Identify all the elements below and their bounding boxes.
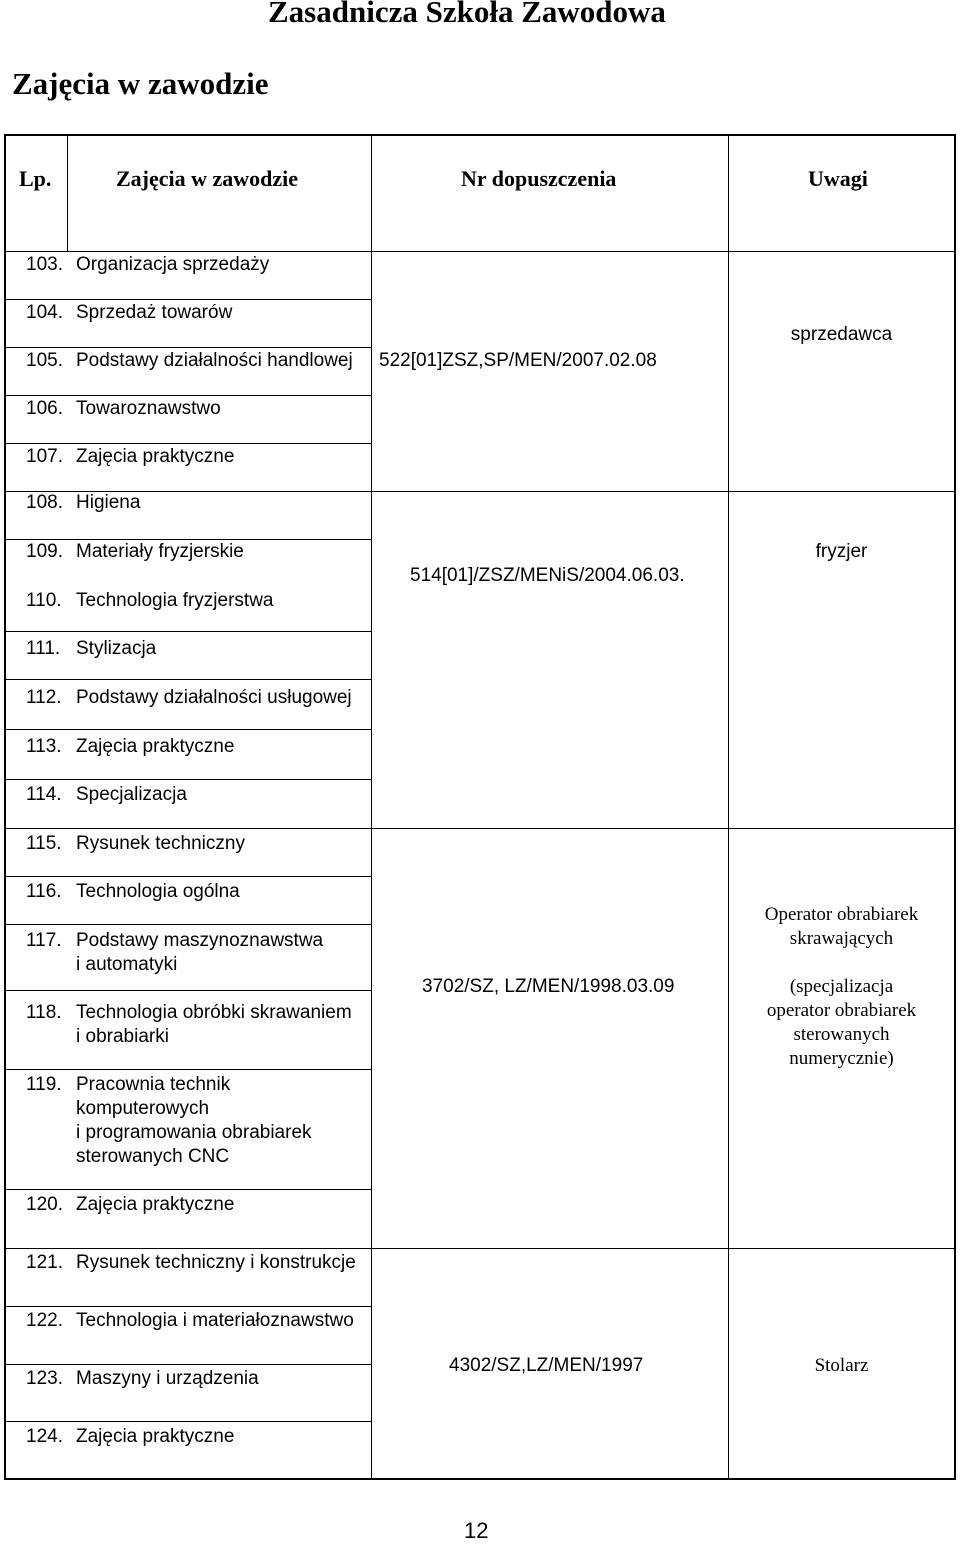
row-number: 120. bbox=[26, 1194, 63, 1215]
subject-name: Stylizacja bbox=[76, 638, 157, 659]
subject-name: Higiena bbox=[76, 492, 141, 513]
row-number: 108. bbox=[26, 492, 63, 513]
permit-number: 4302/SZ,LZ/MEN/1997 bbox=[449, 1355, 644, 1376]
notes-occupation-cont: sterowanych bbox=[793, 1024, 890, 1045]
row-number: 119. bbox=[26, 1074, 62, 1095]
header-permit: Nr dopuszczenia bbox=[461, 166, 617, 191]
row-line bbox=[6, 443, 371, 444]
notes-occupation-cont: skrawających bbox=[789, 928, 894, 949]
subject-name-cont: sterowanych CNC bbox=[76, 1146, 230, 1167]
subjects-table bbox=[4, 134, 956, 1480]
subject-name-cont: komputerowych bbox=[76, 1098, 210, 1119]
row-line bbox=[6, 924, 371, 925]
group-line bbox=[6, 828, 954, 829]
row-line bbox=[6, 1421, 371, 1422]
permit-number: 522[01]ZSZ,SP/MEN/2007.02.08 bbox=[379, 350, 657, 371]
notes-occupation-cont: operator obrabiarek bbox=[766, 1000, 917, 1021]
subject-name: Zajęcia praktyczne bbox=[76, 1426, 235, 1447]
row-line bbox=[6, 876, 371, 877]
subject-name: Technologia i materiałoznawstwo bbox=[76, 1310, 354, 1331]
row-number: 124. bbox=[26, 1426, 63, 1447]
header-notes: Uwagi bbox=[808, 166, 868, 191]
row-line bbox=[6, 1364, 371, 1365]
subject-name: Technologia obróbki skrawaniem bbox=[76, 1002, 352, 1023]
row-line bbox=[6, 1306, 371, 1307]
subject-name: Zajęcia praktyczne bbox=[76, 1194, 235, 1215]
subject-name-cont: i obrabiarki bbox=[76, 1026, 169, 1047]
subject-name-cont: i automatyki bbox=[76, 954, 178, 975]
notes-occupation: Operator obrabiarek bbox=[764, 904, 919, 925]
notes-occupation: fryzjer bbox=[815, 541, 868, 562]
header-separator bbox=[6, 251, 371, 252]
row-number: 118. bbox=[26, 1002, 62, 1023]
row-number: 110. bbox=[26, 590, 62, 611]
permit-number: 3702/SZ, LZ/MEN/1998.03.09 bbox=[422, 976, 675, 997]
col-divider-subject bbox=[371, 136, 372, 1478]
row-number: 106. bbox=[26, 398, 63, 419]
row-number: 112. bbox=[26, 687, 62, 708]
subject-name: Rysunek techniczny bbox=[76, 833, 245, 854]
row-number: 111. bbox=[26, 638, 61, 659]
group-line bbox=[6, 491, 954, 492]
subject-name: Specjalizacja bbox=[76, 784, 187, 805]
subject-name: Towaroznawstwo bbox=[76, 398, 221, 419]
row-number: 103. bbox=[26, 254, 63, 275]
col-divider-lp-header bbox=[67, 136, 68, 251]
row-number: 113. bbox=[26, 736, 62, 757]
page-heading: Zajęcia w zawodzie bbox=[12, 66, 269, 101]
row-number: 105. bbox=[26, 350, 63, 371]
row-number: 109. bbox=[26, 541, 63, 562]
row-line bbox=[6, 347, 371, 348]
notes-occupation: Stolarz bbox=[814, 1355, 869, 1376]
subject-name: Podstawy maszynoznawstwa bbox=[76, 930, 324, 951]
notes-occupation: sprzedawca bbox=[790, 324, 893, 345]
row-line bbox=[6, 1069, 371, 1070]
subject-name: Maszyny i urządzenia bbox=[76, 1368, 259, 1389]
row-line bbox=[6, 631, 371, 632]
header-separator-right bbox=[371, 251, 956, 252]
subject-name: Podstawy działalności usługowej bbox=[76, 687, 352, 708]
row-number: 107. bbox=[26, 446, 63, 467]
row-line bbox=[6, 779, 371, 780]
subject-name: Materiały fryzjerskie bbox=[76, 541, 244, 562]
subject-name-cont: i programowania obrabiarek bbox=[76, 1122, 312, 1143]
subject-name: Zajęcia praktyczne bbox=[76, 736, 235, 757]
subject-name: Technologia fryzjerstwa bbox=[76, 590, 274, 611]
header-subject: Zajęcia w zawodzie bbox=[116, 166, 299, 191]
row-line bbox=[6, 395, 371, 396]
row-number: 121. bbox=[26, 1252, 63, 1273]
row-number: 117. bbox=[26, 930, 62, 951]
row-line bbox=[6, 1189, 371, 1190]
notes-occupation-cont: (specjalizacja bbox=[789, 976, 894, 997]
subject-name: Sprzedaż towarów bbox=[76, 302, 233, 323]
row-number: 116. bbox=[26, 881, 62, 902]
row-line bbox=[6, 679, 371, 680]
group-line bbox=[6, 1248, 954, 1249]
header-lp: Lp. bbox=[19, 166, 52, 191]
subject-name: Pracownia technik bbox=[76, 1074, 231, 1095]
subject-name: Organizacja sprzedaży bbox=[76, 254, 270, 275]
subject-name: Technologia ogólna bbox=[76, 881, 240, 902]
permit-number: 514[01]/ZSZ/MENiS/2004.06.03. bbox=[410, 565, 685, 586]
row-line bbox=[6, 299, 371, 300]
subject-name: Rysunek techniczny i konstrukcje bbox=[76, 1252, 356, 1273]
row-number: 115. bbox=[26, 833, 62, 854]
subject-name: Podstawy działalności handlowej bbox=[76, 350, 353, 371]
row-line bbox=[6, 990, 371, 991]
subject-name: Zajęcia praktyczne bbox=[76, 446, 235, 467]
school-title: Zasadnicza Szkoła Zawodowa bbox=[268, 0, 666, 29]
notes-occupation-cont: numerycznie) bbox=[789, 1048, 894, 1069]
row-line bbox=[6, 729, 371, 730]
row-number: 122. bbox=[26, 1310, 63, 1331]
row-number: 123. bbox=[26, 1368, 63, 1389]
row-number: 114. bbox=[26, 784, 62, 805]
page-number: 12 bbox=[464, 1518, 489, 1543]
row-number: 104. bbox=[26, 302, 63, 323]
